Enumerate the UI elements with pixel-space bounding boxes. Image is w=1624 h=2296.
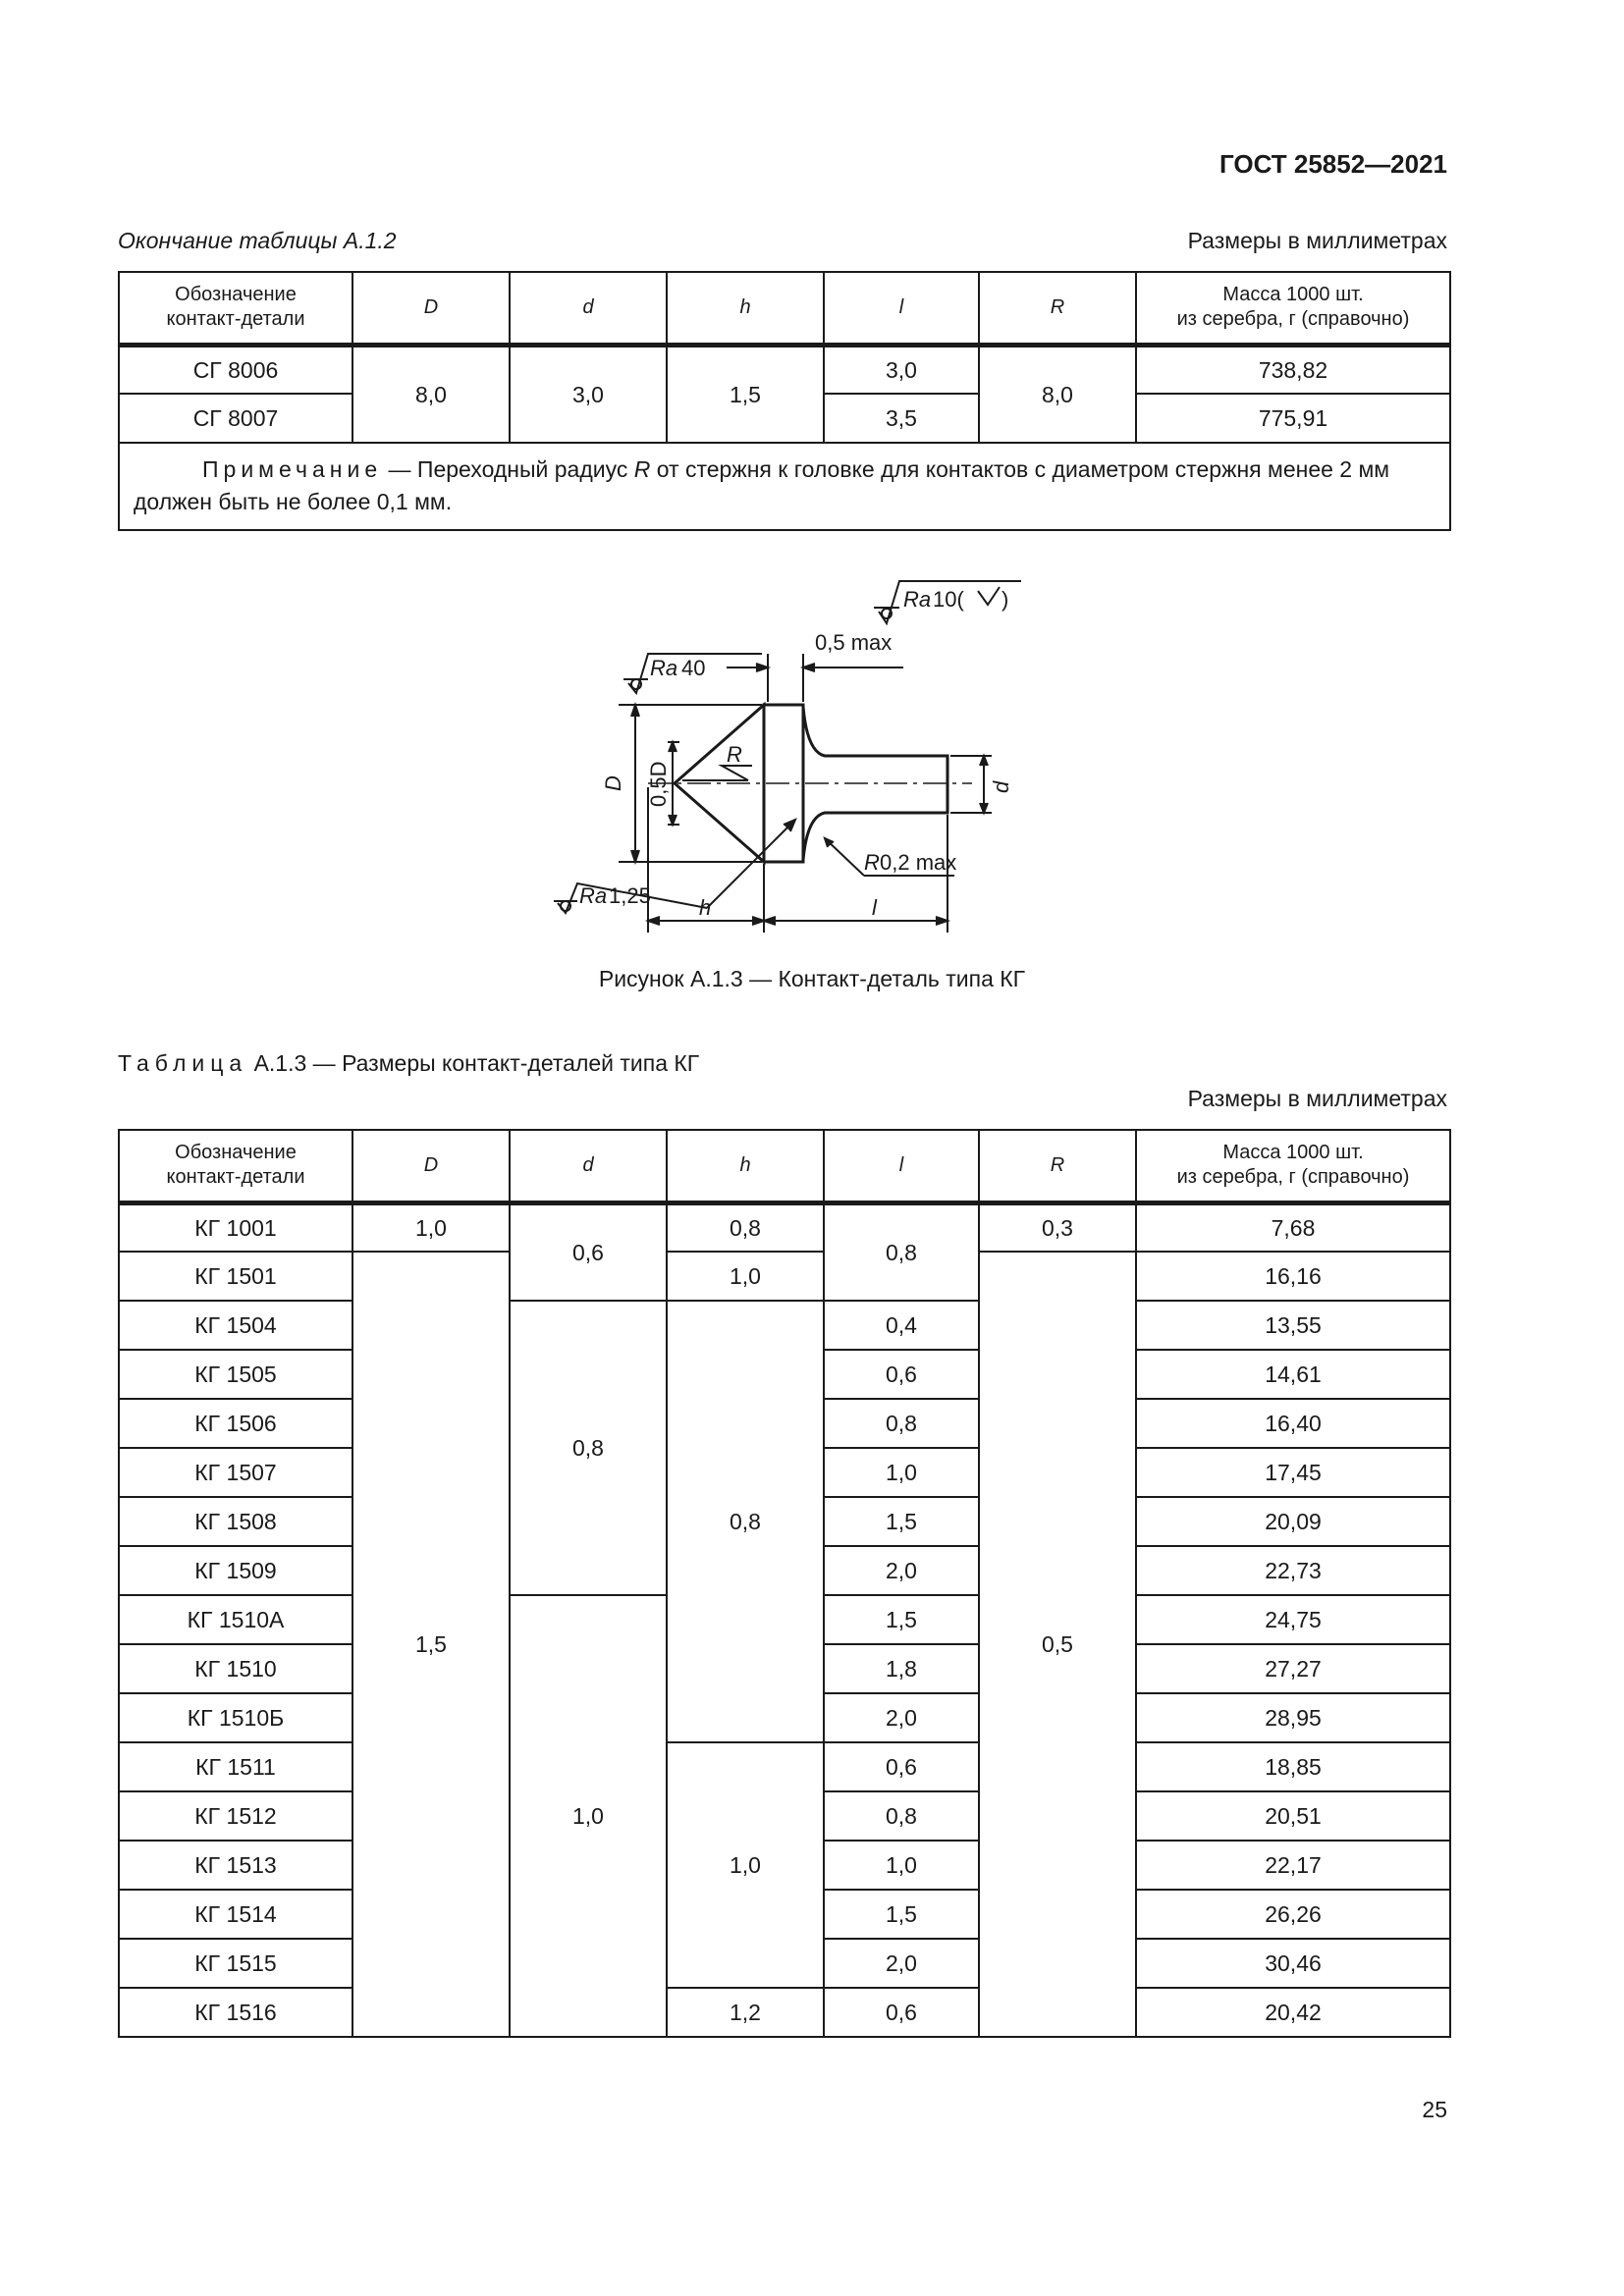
cell-designation: КГ 1514	[119, 1890, 352, 1939]
page-number: 25	[1422, 2097, 1447, 2122]
table-row	[119, 1988, 1450, 2037]
fig-label-ra-top-sym: Ra	[903, 587, 932, 612]
note-symbol: R	[633, 456, 651, 482]
cell-designation: КГ 1516	[119, 1988, 352, 2037]
cell-mass: 27,27	[1136, 1644, 1450, 1693]
col-l: l	[824, 1130, 979, 1202]
fig-label-ra-top-val: 10(	[933, 587, 964, 612]
table-title-label: Таблица	[118, 1050, 248, 1076]
cell-designation: КГ 1510А	[119, 1595, 352, 1644]
cell-mass: 18,85	[1136, 1742, 1450, 1791]
table-title	[118, 1050, 699, 1077]
table-row	[119, 345, 1450, 394]
cell-l: 1,5	[824, 1890, 979, 1939]
note-text-after: от стержня к головке для контактов с диаметром стержня менее 2 мм должен быть не более 0,1 мм.	[134, 456, 1390, 515]
fig-label-D: D	[601, 775, 625, 791]
col-R: R	[979, 272, 1136, 345]
cell-l: 2,0	[824, 1546, 979, 1595]
cell-R: 8,0	[979, 345, 1136, 443]
cell-designation: КГ 1501	[119, 1252, 352, 1301]
fig-label-ra40-sym: Ra	[650, 656, 678, 680]
contact-part-drawing	[530, 569, 1041, 942]
col-mass: Масса 1000 шт. из серебра, г (справочно)	[1136, 272, 1450, 345]
col-l: l	[824, 272, 979, 345]
table-a12-end	[118, 271, 1451, 531]
cell-D: 1,5	[352, 1252, 510, 2037]
cell-h: 0,8	[667, 1301, 824, 1742]
fig-label-h: h	[699, 895, 712, 920]
check-mark-icon	[978, 587, 1000, 605]
col-d: d	[510, 1130, 667, 1202]
cell-mass: 13,55	[1136, 1301, 1450, 1350]
cell-R: 0,3	[979, 1202, 1136, 1252]
table-continuation-caption: Окончание таблицы А.1.2	[118, 228, 397, 253]
col-designation: Обозначение контакт-детали	[119, 1130, 352, 1202]
cell-designation: КГ 1506	[119, 1399, 352, 1448]
fig-label-ra125-sym: Ra	[579, 883, 608, 908]
cell-mass: 738,82	[1136, 345, 1450, 394]
cell-designation: КГ 1515	[119, 1939, 352, 1988]
cell-mass: 14,61	[1136, 1350, 1450, 1399]
figure-caption: Рисунок А.1.3 — Контакт-деталь типа КГ	[598, 966, 1026, 991]
cell-designation: СГ 8006	[119, 345, 352, 394]
table-row	[119, 1301, 1450, 1350]
cell-designation: КГ 1511	[119, 1742, 352, 1791]
cell-designation: КГ 1512	[119, 1791, 352, 1841]
cell-l: 0,8	[824, 1399, 979, 1448]
cell-l: 2,0	[824, 1939, 979, 1988]
table-row	[119, 1742, 1450, 1791]
cell-mass: 30,46	[1136, 1939, 1450, 1988]
cell-mass: 17,45	[1136, 1448, 1450, 1497]
cell-l: 3,5	[824, 394, 979, 443]
fig-label-ra40-val: 40	[681, 656, 706, 680]
cell-designation: КГ 1510Б	[119, 1693, 352, 1742]
col-h: h	[667, 272, 824, 345]
cell-mass: 7,68	[1136, 1202, 1450, 1252]
note-text-before: — Переходный радиус	[382, 456, 634, 482]
col-d: d	[510, 272, 667, 345]
fig-paren-close: )	[1001, 587, 1009, 612]
cell-l: 1,5	[824, 1595, 979, 1644]
cell-D: 1,0	[352, 1202, 510, 1252]
cell-d: 1,0	[510, 1595, 667, 2037]
cell-designation: КГ 1510	[119, 1644, 352, 1693]
cell-mass: 22,17	[1136, 1841, 1450, 1890]
cell-mass: 22,73	[1136, 1546, 1450, 1595]
cell-l: 1,0	[824, 1841, 979, 1890]
cell-mass: 16,16	[1136, 1252, 1450, 1301]
cell-mass: 26,26	[1136, 1890, 1450, 1939]
cell-mass: 20,09	[1136, 1497, 1450, 1546]
cell-l: 0,6	[824, 1350, 979, 1399]
table-row	[119, 1202, 1450, 1252]
cell-h: 1,0	[667, 1252, 824, 1301]
fig-label-R02-sym: R	[864, 850, 880, 875]
cell-h: 1,2	[667, 1988, 824, 2037]
cell-d: 0,8	[510, 1301, 667, 1595]
fig-label-half-D: 0,5D	[646, 761, 671, 807]
cell-designation: КГ 1001	[119, 1202, 352, 1252]
col-D: D	[352, 1130, 510, 1202]
fig-label-R02-val: 0,2 max	[880, 850, 957, 875]
cell-mass: 775,91	[1136, 394, 1450, 443]
cell-designation: СГ 8007	[119, 394, 352, 443]
cell-h: 1,5	[667, 345, 824, 443]
cell-l: 0,6	[824, 1988, 979, 2037]
fig-label-05-max: 0,5 max	[815, 630, 893, 655]
cell-mass: 20,42	[1136, 1988, 1450, 2037]
fig-label-ra125-val: 1,25	[609, 883, 651, 908]
col-mass: Масса 1000 шт. из серебра, г (справочно)	[1136, 1130, 1450, 1202]
cell-d: 3,0	[510, 345, 667, 443]
fig-label-l: l	[872, 895, 877, 920]
cell-mass: 24,75	[1136, 1595, 1450, 1644]
cell-l: 0,6	[824, 1742, 979, 1791]
cell-h: 0,8	[667, 1202, 824, 1252]
cell-h: 1,0	[667, 1742, 824, 1988]
cell-l: 2,0	[824, 1693, 979, 1742]
table-row	[119, 1252, 1450, 1301]
cell-mass: 28,95	[1136, 1693, 1450, 1742]
cell-designation: КГ 1504	[119, 1301, 352, 1350]
fig-label-d: d	[989, 780, 1013, 793]
cell-l: 1,0	[824, 1448, 979, 1497]
col-h: h	[667, 1130, 824, 1202]
table-note	[119, 443, 1450, 530]
units-label: Размеры в миллиметрах	[1187, 228, 1447, 253]
cell-designation: КГ 1505	[119, 1350, 352, 1399]
note-label: Примечание	[202, 456, 383, 482]
units-label: Размеры в миллиметрах	[1187, 1086, 1447, 1111]
cell-R: 0,5	[979, 1252, 1136, 2037]
cell-designation: КГ 1509	[119, 1546, 352, 1595]
table-a13	[118, 1129, 1451, 2038]
cell-l: 0,8	[824, 1791, 979, 1841]
cell-designation: КГ 1507	[119, 1448, 352, 1497]
table-title-text: А.1.3 — Размеры контакт-деталей типа КГ	[253, 1050, 700, 1076]
cell-mass: 16,40	[1136, 1399, 1450, 1448]
cell-l: 0,8	[824, 1202, 979, 1301]
standard-code: ГОСТ 25852—2021	[1219, 149, 1447, 179]
cell-mass: 20,51	[1136, 1791, 1450, 1841]
cell-l: 1,5	[824, 1497, 979, 1546]
cell-designation: КГ 1513	[119, 1841, 352, 1890]
cell-designation: КГ 1508	[119, 1497, 352, 1546]
fig-label-R: R	[727, 742, 742, 767]
cell-d: 0,6	[510, 1202, 667, 1301]
col-designation: Обозначение контакт-детали	[119, 272, 352, 345]
col-D: D	[352, 272, 510, 345]
cell-l: 3,0	[824, 345, 979, 394]
col-R: R	[979, 1130, 1136, 1202]
cell-l: 1,8	[824, 1644, 979, 1693]
cell-D: 8,0	[352, 345, 510, 443]
cell-l: 0,4	[824, 1301, 979, 1350]
